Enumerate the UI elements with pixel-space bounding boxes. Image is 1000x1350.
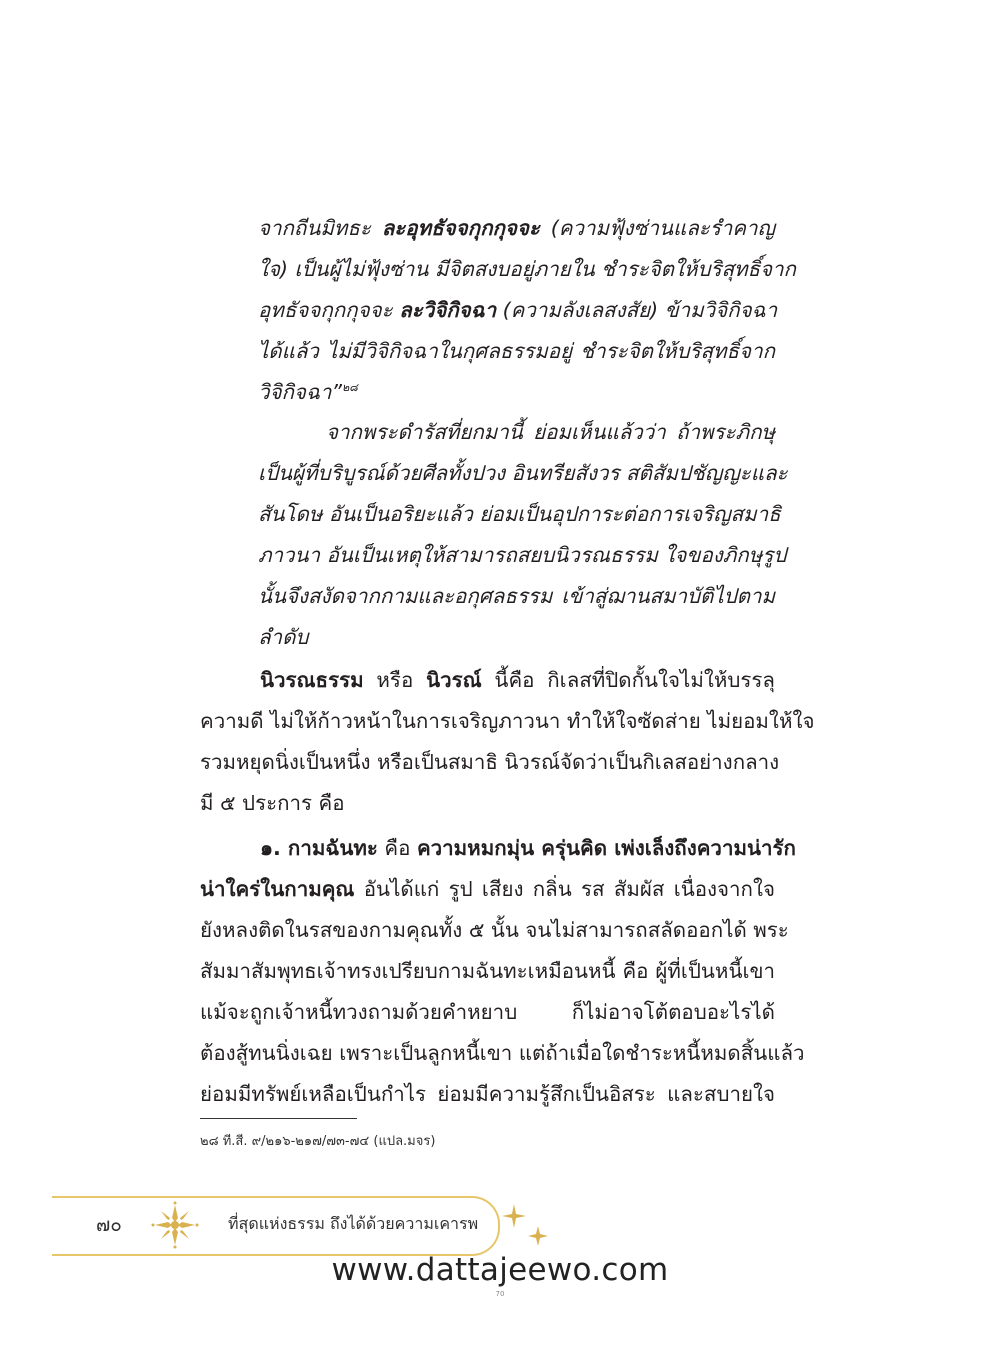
commentary-line: ภาวนา อันเป็นเหตุให้สามารถสยบนิวรณธรรม ใจของภิกษุรูป: [258, 543, 787, 567]
book-title: ที่สุดแห่งธรรม ถึงได้ด้วยความเคารพ: [228, 1214, 479, 1233]
quote-line: วิจิกิจฉา”$^{๒๘}$: [258, 380, 358, 404]
paragraph-line: ต้องสู้ทนนิ่งเฉย เพราะเป็นลูกหนี้เขา แต่ถ้าเมื่อใดชำระหนี้หมดสิ้นแล้ว: [200, 1041, 805, 1065]
paragraph-line: มี ๕ ประการ คือ: [200, 791, 345, 815]
paragraph-line: น่าใคร่ในกามคุณ อันได้แก่ รูป เสียง กลิ่น รส สัมผัส เนื่องจากใจ: [200, 877, 775, 901]
paragraph-line: รวมหยุดนิ่งเป็นหนึ่ง หรือเป็นสมาธิ นิวรณ์จัดว่าเป็นกิเลสอย่างกลาง: [200, 750, 780, 774]
gold-sparkle-icon: [500, 1198, 552, 1252]
commentary-line: จากพระดำรัสที่ยกมานี้ ย่อมเห็นแล้วว่า ถ้าพระภิกษุ: [326, 420, 775, 444]
paragraph-line: ๑. กามฉันทะ คือ ความหมกมุ่น ครุ่นคิด เพ่งเล็งถึงความน่ารัก: [260, 836, 796, 860]
quote-line: จากถีนมิทธะ ละอุทธัจจกุกกุจจะ (ความฟุ้งซ่านและรำคาญ: [258, 216, 775, 240]
paragraph-line: ความดี ไม่ให้ก้าวหน้าในการเจริญภาวนา ทำให้ใจซัดส่าย ไม่ยอมให้ใจ: [200, 709, 815, 733]
term-vicikiccha: ละวิจิกิจฉา: [399, 298, 497, 322]
gold-flower-ornament-icon: [150, 1200, 200, 1250]
term-uddhacca: ละอุทธัจจกุกกุจจะ: [381, 216, 540, 240]
paragraph-line: ยังหลงติดในรสของกามคุณทั้ง ๕ นั้น จนไม่สามารถสลัดออกได้ พระ: [200, 918, 789, 942]
scan-page-number: 70: [495, 1290, 505, 1298]
commentary-line: ลำดับ: [258, 625, 309, 649]
quote-line: ใจ) เป็นผู้ไม่ฟุ้งซ่าน มีจิตสงบอยู่ภายใน ชำระจิตให้บริสุทธิ์จาก: [258, 257, 796, 281]
quote-block: [258, 208, 796, 413]
paragraph-line: สัมมาสัมพุทธเจ้าทรงเปรียบกามฉันทะเหมือนหนี้ คือ ผู้ที่เป็นหนี้เขา: [200, 959, 775, 983]
footnote-ref[interactable]: ๒๘: [342, 381, 358, 395]
commentary-block: [258, 412, 788, 658]
footnote-divider: [200, 1118, 357, 1119]
footnote: ๒๘ ที.สี. ๙/๒๑๖-๒๑๗/๗๓-๗๔ (แปล.มจร): [200, 1134, 436, 1149]
website-url: www.dattajeewo.com: [331, 1252, 669, 1288]
commentary-line: เป็นผู้ที่บริบูรณ์ด้วยศีลทั้งปวง อินทรียสังวร สติสัมปชัญญะและ: [258, 461, 788, 485]
commentary-line: นั้นจึงสงัดจากกามและอกุศลธรรม เข้าสู่ฌานสมาบัติไปตาม: [258, 584, 775, 608]
page-number: ๗๐: [96, 1214, 122, 1236]
kamachanda-paragraph: [200, 828, 805, 1115]
commentary-line: สันโดษ อันเป็นอริยะแล้ว ย่อมเป็นอุปการะต่อการเจริญสมาธิ: [258, 502, 781, 526]
quote-line: อุทธัจจกุกกุจจะ ละวิจิกิจฉา (ความลังเลสงสัย) ข้ามวิจิกิจฉา: [258, 298, 778, 322]
paragraph-line: แม้จะถูกเจ้าหนี้ทวงถามด้วยคำหยาบ ก็ไม่อาจโต้ตอบอะไรได้: [200, 1000, 775, 1024]
nivarana-paragraph: [200, 660, 815, 824]
quote-line: ได้แล้ว ไม่มีวิจิกิจฉาในกุศลธรรมอยู่ ชำระจิตให้บริสุทธิ์จาก: [258, 339, 775, 363]
paragraph-line: ย่อมมีทรัพย์เหลือเป็นกำไร ย่อมมีความรู้สึกเป็นอิสระ และสบายใจ: [200, 1082, 775, 1106]
paragraph-line: นิวรณธรรม หรือ นิวรณ์ นี้คือ กิเลสที่ปิดกั้นใจไม่ให้บรรลุ: [260, 668, 775, 692]
